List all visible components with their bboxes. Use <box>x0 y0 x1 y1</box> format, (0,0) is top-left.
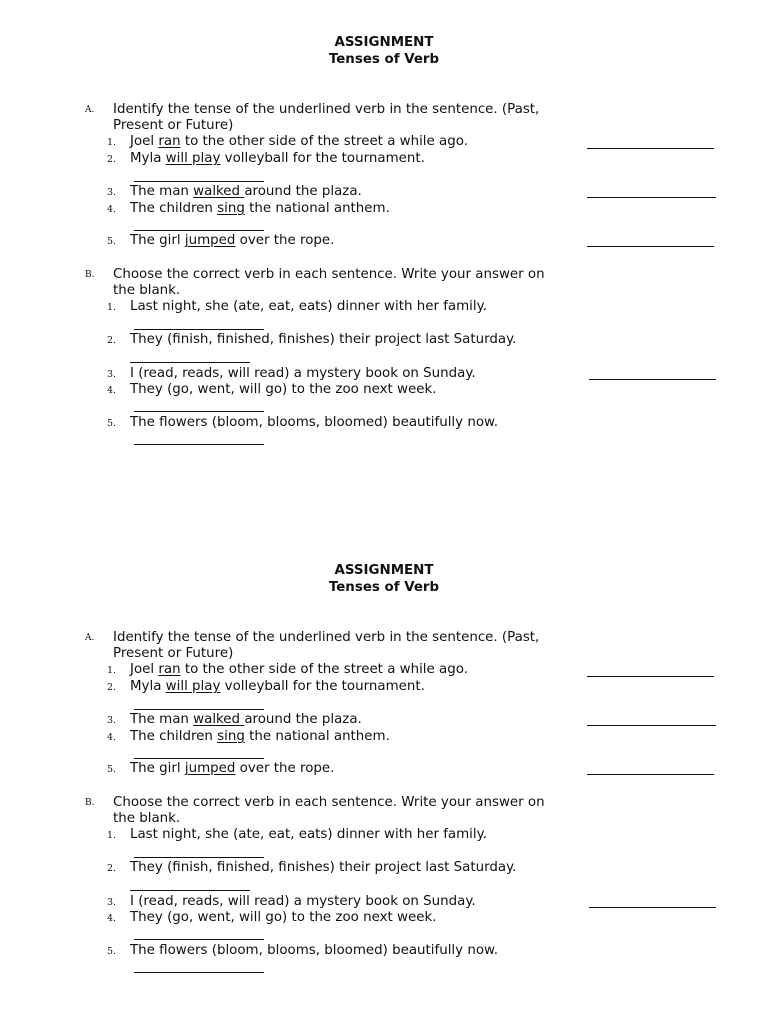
part-a-item-number: 4. <box>107 732 117 743</box>
part-a-item-number: 1. <box>107 137 117 148</box>
assignment-subtitle: Tenses of Verb <box>328 52 440 67</box>
part-a-letter: A. <box>85 105 95 115</box>
part-b-item-sentence: Last night, she (ate, eat, eats) dinner with her family. <box>130 827 487 842</box>
part-a-item-sentence: The girl jumped over the rope. <box>130 761 335 776</box>
underlined-verb: walked <box>193 712 245 727</box>
underlined-verb: ran <box>158 662 181 677</box>
answer-blank[interactable] <box>134 444 264 445</box>
assignment-copy-2 <box>0 528 768 968</box>
part-b-item-number: 1. <box>107 830 117 841</box>
answer-blank[interactable] <box>134 758 264 759</box>
part-b-letter: B. <box>85 798 95 808</box>
part-a-item-sentence: Myla will play volleyball for the tournament. <box>130 151 425 166</box>
part-b-instruction-line1: Choose the correct verb in each sentence. Write your answer on <box>113 795 545 810</box>
answer-blank[interactable] <box>134 329 264 330</box>
part-a-item-sentence: The children sing the national anthem. <box>130 201 390 216</box>
part-b-item-number: 4. <box>107 385 117 396</box>
part-a-item-sentence: The man walked around the plaza. <box>130 184 362 199</box>
part-b-item-sentence: They (go, went, will go) to the zoo next week. <box>130 382 437 397</box>
answer-blank[interactable] <box>130 362 250 363</box>
part-b-item-number: 4. <box>107 913 117 924</box>
part-b-item-number: 5. <box>107 946 117 957</box>
part-b-item-number: 5. <box>107 418 117 429</box>
part-b-item-number: 2. <box>107 335 117 346</box>
part-a-item-number: 2. <box>107 154 117 165</box>
part-b-item-sentence: The flowers (bloom, blooms, bloomed) beautifully now. <box>130 943 498 958</box>
underlined-verb: jumped <box>184 761 236 776</box>
part-b-item-sentence: I (read, reads, will read) a mystery book on Sunday. <box>130 894 476 909</box>
answer-blank[interactable] <box>589 907 716 908</box>
answer-blank[interactable] <box>587 148 714 149</box>
part-b-instruction-line2: the blank. <box>113 283 181 298</box>
answer-blank[interactable] <box>134 857 264 858</box>
underlined-verb: ran <box>158 134 181 149</box>
part-a-item-number: 3. <box>107 187 117 198</box>
part-b-item-sentence: They (finish, finished, finishes) their project last Saturday. <box>130 860 517 875</box>
answer-blank[interactable] <box>587 246 714 247</box>
part-a-item-number: 5. <box>107 236 117 247</box>
part-b-item-number: 1. <box>107 302 117 313</box>
answer-blank[interactable] <box>589 379 716 380</box>
part-a-item-number: 3. <box>107 715 117 726</box>
assignment-title: ASSIGNMENT <box>334 35 434 50</box>
part-b-item-sentence: Last night, she (ate, eat, eats) dinner with her family. <box>130 299 487 314</box>
part-a-item-number: 1. <box>107 665 117 676</box>
answer-blank[interactable] <box>587 676 714 677</box>
part-b-item-sentence: They (go, went, will go) to the zoo next week. <box>130 910 437 925</box>
part-a-item-sentence: Joel ran to the other side of the street a while ago. <box>130 662 468 677</box>
underlined-verb: walked <box>193 184 245 199</box>
answer-blank[interactable] <box>134 939 264 940</box>
underlined-verb: sing <box>217 201 245 216</box>
part-b-item-number: 3. <box>107 897 117 908</box>
answer-blank[interactable] <box>587 725 716 726</box>
assignment-copy-1 <box>0 0 768 440</box>
part-a-letter: A. <box>85 633 95 643</box>
part-a-item-sentence: Joel ran to the other side of the street a while ago. <box>130 134 468 149</box>
answer-blank[interactable] <box>130 890 250 891</box>
answer-blank[interactable] <box>587 197 716 198</box>
answer-blank[interactable] <box>134 411 264 412</box>
part-a-instruction-line2: Present or Future) <box>113 118 234 133</box>
part-b-item-number: 2. <box>107 863 117 874</box>
assignment-title: ASSIGNMENT <box>334 563 434 578</box>
assignment-subtitle: Tenses of Verb <box>328 580 440 595</box>
part-a-instruction-line1: Identify the tense of the underlined verb in the sentence. (Past, <box>113 630 540 645</box>
part-b-letter: B. <box>85 270 95 280</box>
part-b-instruction-line2: the blank. <box>113 811 181 826</box>
underlined-verb: jumped <box>184 233 236 248</box>
part-a-item-number: 2. <box>107 682 117 693</box>
answer-blank[interactable] <box>134 709 264 710</box>
underlined-verb: will play <box>165 679 221 694</box>
part-a-instruction-line1: Identify the tense of the underlined verb in the sentence. (Past, <box>113 102 540 117</box>
answer-blank[interactable] <box>587 774 714 775</box>
answer-blank[interactable] <box>134 181 264 182</box>
answer-blank[interactable] <box>134 230 264 231</box>
underlined-verb: will play <box>165 151 221 166</box>
part-a-item-sentence: Myla will play volleyball for the tournament. <box>130 679 425 694</box>
part-a-item-sentence: The girl jumped over the rope. <box>130 233 335 248</box>
part-b-item-sentence: They (finish, finished, finishes) their project last Saturday. <box>130 332 517 347</box>
part-a-item-sentence: The children sing the national anthem. <box>130 729 390 744</box>
answer-blank[interactable] <box>134 972 264 973</box>
part-b-item-sentence: I (read, reads, will read) a mystery book on Sunday. <box>130 366 476 381</box>
part-b-instruction-line1: Choose the correct verb in each sentence. Write your answer on <box>113 267 545 282</box>
part-a-item-number: 5. <box>107 764 117 775</box>
part-a-instruction-line2: Present or Future) <box>113 646 234 661</box>
part-b-item-sentence: The flowers (bloom, blooms, bloomed) beautifully now. <box>130 415 498 430</box>
part-a-item-number: 4. <box>107 204 117 215</box>
part-a-item-sentence: The man walked around the plaza. <box>130 712 362 727</box>
part-b-item-number: 3. <box>107 369 117 380</box>
underlined-verb: sing <box>217 729 245 744</box>
